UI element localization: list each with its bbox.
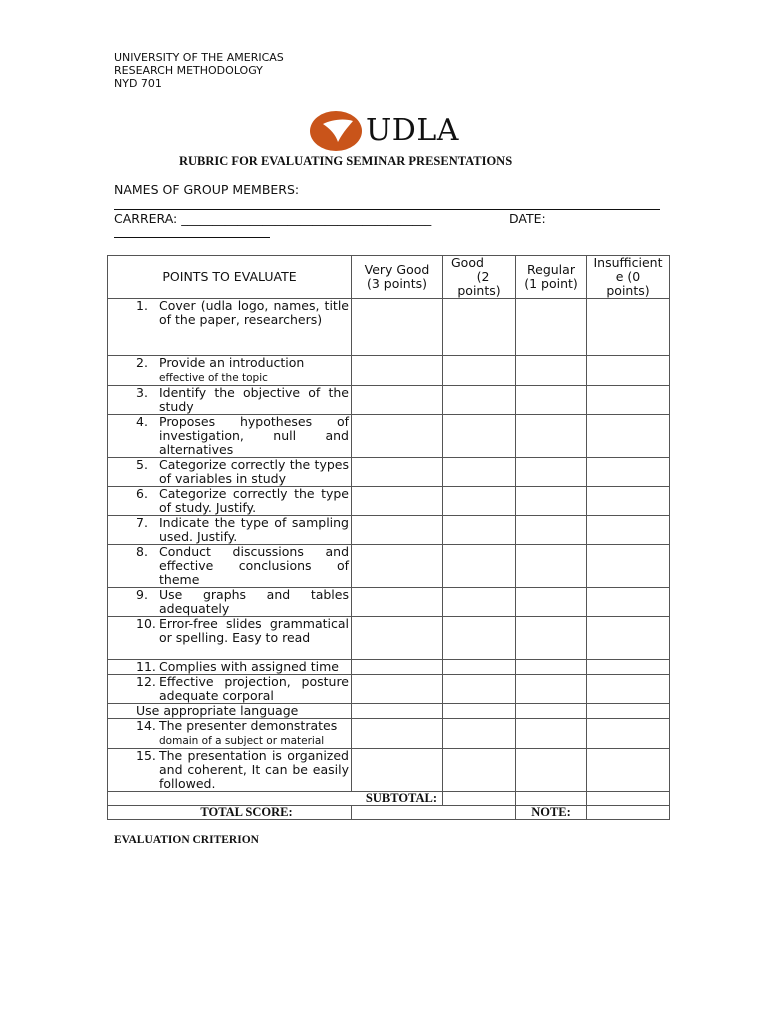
score-cell-very-good[interactable] [352,675,443,704]
criterion-cell [108,299,352,356]
criterion-number: 9. [136,587,148,602]
score-cell-very-good[interactable] [352,516,443,545]
subtotal-cell-insufficient[interactable] [587,792,670,806]
criterion-cell [108,617,352,660]
criterion-text: Categorize correctly the types of variables in study [159,457,349,486]
udla-emblem-icon [309,110,363,152]
table-row [108,458,670,487]
criterion-number: 5. [136,457,148,472]
udla-logo [309,110,459,152]
document-header [114,51,284,90]
score-cell-good[interactable] [443,749,516,792]
score-cell-regular[interactable] [516,617,587,660]
university-name: UNIVERSITY OF THE AMERICAS [114,51,284,64]
score-cell-good[interactable] [443,487,516,516]
score-cell-regular[interactable] [516,299,587,356]
criterion-number: 3. [136,385,148,400]
table-row [108,749,670,792]
criterion-number: 2. [136,355,148,370]
regular-header: Regular (1 point) [516,256,587,299]
score-cell-good[interactable] [443,617,516,660]
score-cell-good[interactable] [443,356,516,386]
criterion-text: Categorize correctly the type of study. Justify. [159,486,349,515]
criterion-number: 11. [136,659,156,674]
criterion-number: 1. [136,298,148,313]
table-row [108,356,670,386]
score-cell-very-good[interactable] [352,386,443,415]
criterion-cell [108,545,352,588]
carrera-field: CARRERA: ________________________________________ [114,211,432,226]
table-row [108,660,670,675]
subtotal-label: SUBTOTAL: [352,792,443,806]
score-cell-good[interactable] [443,415,516,458]
score-cell-good[interactable] [443,545,516,588]
udla-logo-text: UDLA [366,113,459,148]
score-cell-regular[interactable] [516,749,587,792]
total-score-cell[interactable] [352,806,516,820]
score-cell-good[interactable] [443,675,516,704]
criterion-number: 4. [136,414,148,429]
very-good-header: Very Good (3 points) [352,256,443,299]
table-row [108,487,670,516]
criterion-text: Effective projection, posture adequate corporal [159,674,349,703]
criterion-text: Use graphs and tables adequately [159,587,349,616]
score-cell-very-good[interactable] [352,487,443,516]
score-cell-very-good[interactable] [352,617,443,660]
criterion-text: The presenter demonstrates [159,718,338,733]
score-cell-insufficient[interactable] [587,660,670,675]
criterion-text: Provide an introduction [159,355,305,370]
good-header: Good (2 points) [443,256,516,299]
criterion-number: 14. [136,718,156,733]
date-label: DATE: [509,211,546,226]
score-cell-very-good[interactable] [352,588,443,617]
criterion-number: 12. [136,674,156,689]
score-cell-regular[interactable] [516,545,587,588]
criterion-subtext: domain of a subject or material [159,735,325,747]
table-row [108,516,670,545]
score-cell-regular[interactable] [516,487,587,516]
score-cell-very-good[interactable] [352,545,443,588]
criterion-cell [108,660,352,675]
table-row [108,545,670,588]
criterion-cell [108,415,352,458]
criterion-number: 8. [136,544,148,559]
score-cell-insufficient[interactable] [587,356,670,386]
note-cell[interactable] [587,806,670,820]
criterion-cell [108,675,352,704]
course-name: RESEARCH METHODOLOGY [114,64,263,77]
table-row [108,386,670,415]
score-cell-very-good[interactable] [352,719,443,749]
score-cell-regular[interactable] [516,719,587,749]
criterion-number: 6. [136,486,148,501]
criterion-number: 15. [136,748,156,763]
score-cell-good[interactable] [443,299,516,356]
score-cell-good[interactable] [443,719,516,749]
criterion-cell [108,356,352,386]
score-cell-insufficient[interactable] [587,704,670,719]
score-cell-insufficient[interactable] [587,719,670,749]
score-cell-regular[interactable] [516,588,587,617]
table-row [108,704,670,719]
criterion-cell [108,516,352,545]
group-members-label: NAMES OF GROUP MEMBERS: [114,182,300,197]
subtotal-cell-regular[interactable] [516,792,587,806]
total-score-label: TOTAL SCORE: [108,806,352,820]
score-cell-insufficient[interactable] [587,749,670,792]
evaluation-criterion-heading: EVALUATION CRITERION [114,834,259,846]
score-cell-regular[interactable] [516,415,587,458]
score-cell-insufficient[interactable] [587,299,670,356]
score-cell-insufficient[interactable] [587,588,670,617]
score-cell-good[interactable] [443,588,516,617]
subtotal-cell-good[interactable] [443,792,516,806]
criterion-text: Proposes hypotheses of investigation, null and alternatives [159,414,349,457]
table-row [108,415,670,458]
date-line [114,237,270,238]
criterion-text: Complies with assigned time [159,659,339,674]
criterion-number: 10. [136,616,156,631]
score-cell-regular[interactable] [516,356,587,386]
course-code: NYD 701 [114,77,162,90]
rubric-title: RUBRIC FOR EVALUATING SEMINAR PRESENTATIONS [179,154,513,168]
criterion-cell [108,458,352,487]
criterion-text: Conduct discussions and effective conclusions of theme [159,544,349,587]
table-row [108,675,670,704]
group-members-line [114,209,660,210]
score-cell-regular[interactable] [516,386,587,415]
score-cell-very-good[interactable] [352,749,443,792]
points-to-evaluate-header: POINTS TO EVALUATE [108,256,352,299]
criterion-cell [108,719,352,749]
criterion-cell [108,386,352,415]
table-row [108,299,670,356]
table-row [108,719,670,749]
score-cell-regular[interactable] [516,516,587,545]
score-cell-regular[interactable] [516,660,587,675]
score-cell-regular[interactable] [516,675,587,704]
score-cell-very-good[interactable] [352,299,443,356]
score-cell-regular[interactable] [516,704,587,719]
score-cell-very-good[interactable] [352,415,443,458]
score-cell-very-good[interactable] [352,458,443,487]
table-header-row [108,256,670,299]
criterion-text: The presentation is organized and coherent, It can be easily followed. [159,748,349,791]
criterion-cell [108,487,352,516]
rubric-table [107,255,670,820]
score-cell-good[interactable] [443,704,516,719]
score-cell-very-good[interactable] [352,356,443,386]
score-cell-insufficient[interactable] [587,516,670,545]
score-cell-insufficient[interactable] [587,415,670,458]
score-cell-insufficient[interactable] [587,487,670,516]
criterion-text: Error-free slides grammatical or spelling. Easy to read [159,616,349,645]
criterion-text: Identify the objective of the study [159,385,349,414]
score-cell-insufficient[interactable] [587,545,670,588]
score-cell-insufficient[interactable] [587,386,670,415]
criterion-text: Indicate the type of sampling used. Justify. [159,515,349,544]
table-row [108,617,670,660]
criterion-cell [108,704,352,719]
score-cell-very-good[interactable] [352,660,443,675]
table-row [108,588,670,617]
criterion-cell [108,749,352,792]
criterion-number: 7. [136,515,148,530]
criterion-text: Cover (udla logo, names, title of the paper, researchers) [159,298,349,327]
subtotal-row [108,792,670,806]
score-cell-good[interactable] [443,386,516,415]
score-cell-insufficient[interactable] [587,675,670,704]
score-cell-good[interactable] [443,458,516,487]
criterion-subtext: effective of the topic [159,372,268,384]
score-cell-very-good[interactable] [352,704,443,719]
score-cell-regular[interactable] [516,458,587,487]
insufficient-header: Insufficient e (0 points) [587,256,670,299]
criterion-cell [108,588,352,617]
score-cell-insufficient[interactable] [587,458,670,487]
total-row [108,806,670,820]
note-label: NOTE: [516,806,587,820]
score-cell-good[interactable] [443,660,516,675]
subtotal-spacer [108,792,352,806]
criterion-text: Use appropriate language [136,703,299,718]
score-cell-insufficient[interactable] [587,617,670,660]
score-cell-good[interactable] [443,516,516,545]
